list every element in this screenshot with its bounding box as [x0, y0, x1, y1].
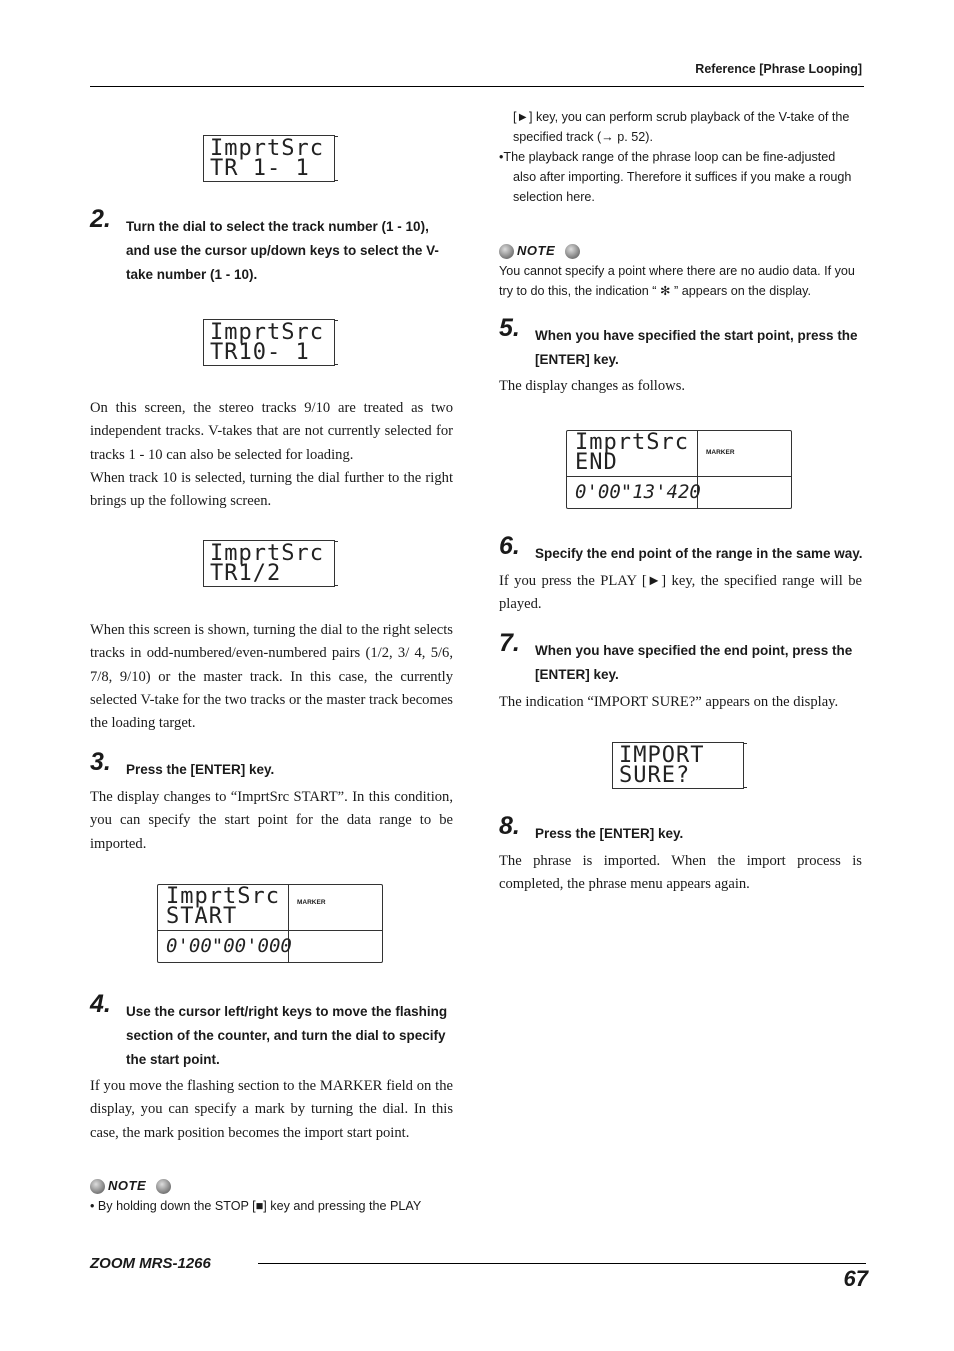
step-title: Specify the end point of the range in the same way. [535, 546, 863, 561]
body-block-3 [90, 786, 453, 856]
lcd-divider [567, 476, 791, 477]
step-title: Use the cursor left/right keys to move the flashing section of the counter, and turn the dial to specify the start point. [126, 1004, 448, 1067]
body-block-5 [499, 375, 862, 398]
paragraph: On this screen, the stereo tracks 9/10 are treated as two independent tracks. V-takes that are not currently selected for tracks 1 - 10 can also be selected for loading. [90, 400, 453, 463]
step-title: When you have specified the start point, press the [ENTER] key. [535, 328, 858, 367]
note-dot-icon [565, 244, 580, 259]
lcd-display-tr1-2 [203, 540, 335, 587]
lcd-divider [158, 930, 382, 931]
step-number: 3. [90, 748, 111, 776]
note-badge [499, 243, 584, 261]
lcd-edge [334, 136, 338, 137]
lcd-line-1: ImprtSrc [575, 430, 689, 455]
paragraph: The indication “IMPORT SURE?” appears on the display. [499, 694, 839, 710]
body-block-4 [90, 1075, 453, 1145]
note-bullet: • By holding down the STOP [■] key and pressing the PLAY [90, 1199, 422, 1213]
lcd-line-1: IMPORT [619, 743, 705, 768]
lcd-line-2: SURE? [619, 763, 691, 788]
note-label: NOTE [108, 1178, 147, 1193]
step-number: 5. [499, 314, 520, 342]
paragraph: If you press the PLAY [►] key, the specified range will be played. [499, 573, 862, 613]
lcd-edge [743, 743, 747, 744]
header-rule [90, 86, 864, 87]
bullet-text: •The playback range of the phrase loop can be fine-adjusted also after importing. Therefore it suffices if you make a rough selection here. [499, 150, 852, 204]
page-number: 67 [843, 1266, 868, 1291]
step-number: 7. [499, 629, 520, 657]
lcd-line-2: TR10- 1 [210, 340, 310, 365]
lcd-line-1: ImprtSrc [210, 136, 324, 161]
step-title: Press the [ENTER] key. [126, 762, 275, 777]
body-block-1 [90, 397, 453, 513]
lcd-display-tr10 [203, 319, 335, 366]
note-dot-icon [156, 1179, 171, 1194]
lcd-line-1: ImprtSrc [166, 884, 280, 909]
lcd-edge [334, 320, 338, 321]
step-number: 6. [499, 532, 520, 560]
note-dot-icon [499, 244, 514, 259]
body-block-8 [499, 850, 862, 897]
lcd-edge [334, 364, 338, 365]
step-number: 2. [90, 205, 111, 233]
lcd-line-2: END [575, 450, 618, 475]
note-badge [90, 1178, 175, 1196]
marker-label: MARKER [706, 449, 735, 456]
bullet-text: [►] key, you can perform scrub playback of the V-take of the specified track (→ p. 52). [513, 110, 850, 144]
body-block-6 [499, 570, 862, 617]
paragraph: If you move the flashing section to the MARKER field on the display, you can specify a mark by turning the dial. In this case, the mark position becomes the import start point. [90, 1078, 453, 1141]
step-title: Turn the dial to select the track number (1 - 10), and use the cursor up/down keys to select the V-take number (1 - 10). [126, 219, 439, 282]
lcd-edge [334, 541, 338, 542]
paragraph: When this screen is shown, turning the dial to the right selects tracks in odd-numbered/even-numbered pairs (1/2, 3/ 4, 5/6, 7/8, 9/10) or the master track. In this case, the currently selected V-take for the two tracks or the master track becomes the loading target. [90, 622, 453, 732]
step-number: 4. [90, 990, 111, 1018]
paragraph: The display changes to “ImprtSrc START”. In this condition, you can specify the start point for the data range to be imported. [90, 789, 453, 852]
paragraph: The phrase is imported. When the import process is completed, the phrase menu appears again. [499, 853, 862, 893]
lcd-display-end [566, 430, 792, 509]
step-title: Press the [ENTER] key. [535, 826, 684, 841]
lcd-display-import-sure [612, 742, 744, 789]
footer-brand: ZOOM MRS-1266 [90, 1255, 211, 1272]
running-header: Reference [Phrase Looping] [695, 62, 862, 76]
lcd-line-2: TR1/2 [210, 561, 282, 586]
bullet-continued [499, 107, 861, 207]
lcd-line-1: ImprtSrc [210, 541, 324, 566]
step-title: When you have specified the end point, press the [ENTER] key. [535, 643, 853, 682]
note-body [499, 261, 863, 301]
step-number: 8. [499, 812, 520, 840]
note-body [90, 1196, 460, 1216]
lcd-counter: 0'00"00'000 [166, 935, 292, 957]
lcd-line-1: ImprtSrc [210, 320, 324, 345]
marker-label: MARKER [297, 899, 326, 906]
lcd-edge [743, 787, 747, 788]
lcd-counter: 0'00"13'420 [575, 481, 701, 503]
body-block-2 [90, 619, 453, 735]
footer-rule [258, 1263, 866, 1264]
lcd-edge [334, 180, 338, 181]
note-label: NOTE [517, 243, 556, 258]
lcd-line-2: TR 1- 1 [210, 156, 310, 181]
lcd-line-2: START [166, 904, 238, 929]
body-block-7 [499, 691, 862, 714]
paragraph: The display changes as follows. [499, 378, 686, 394]
lcd-display-start [157, 884, 383, 963]
note-text: You cannot specify a point where there are no audio data. If you try to do this, the indication “ ✻ ” appears on the display. [499, 264, 855, 298]
lcd-display-track-select [203, 135, 335, 182]
note-dot-icon [90, 1179, 105, 1194]
lcd-edge [334, 585, 338, 586]
paragraph: When track 10 is selected, turning the dial further to the right brings up the following screen. [90, 469, 453, 510]
